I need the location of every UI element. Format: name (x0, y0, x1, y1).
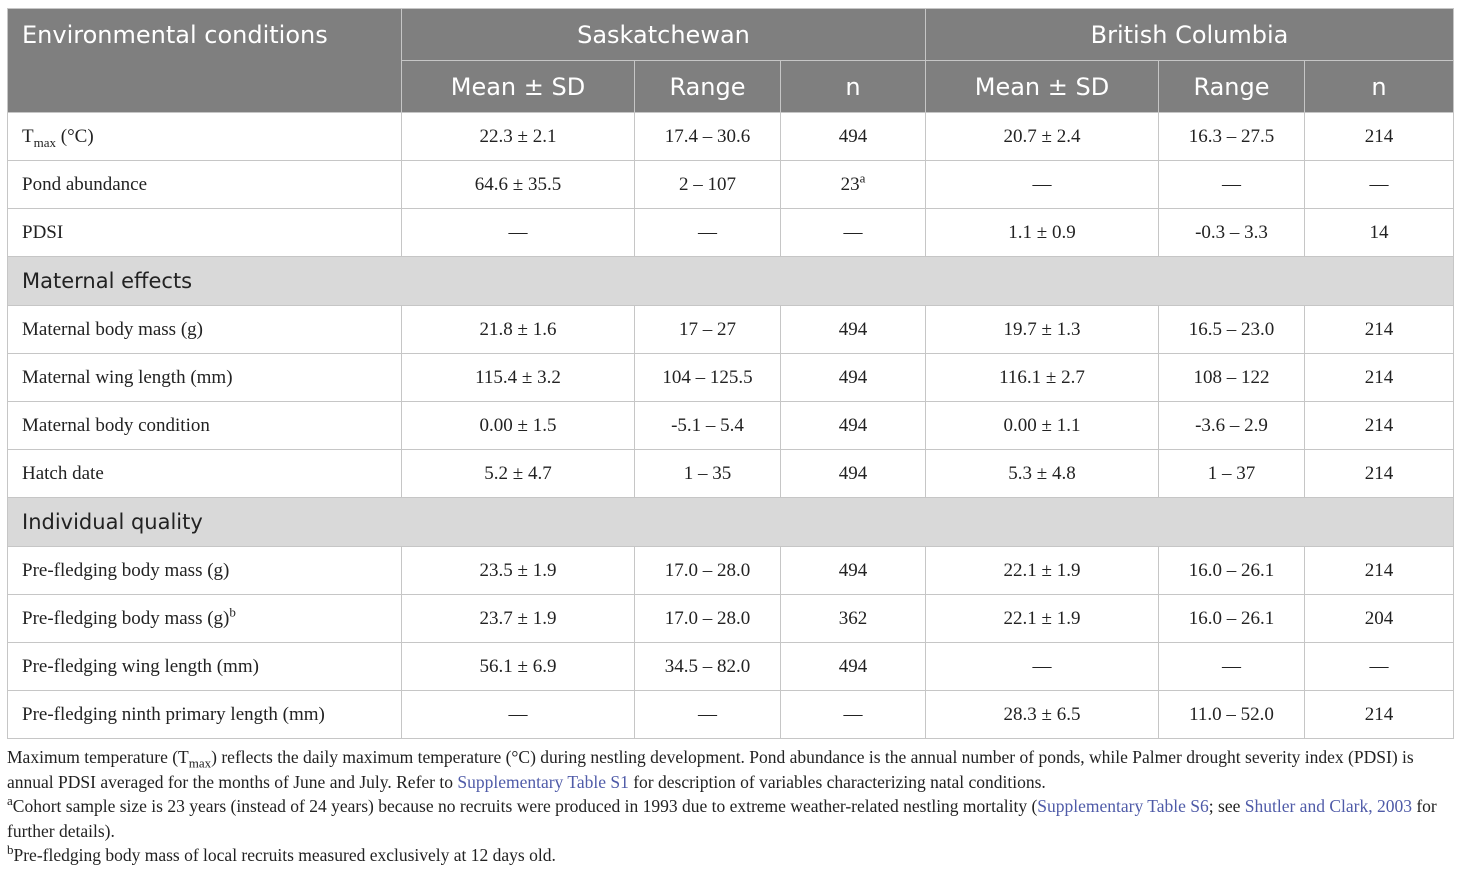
table-cell: 214 (1305, 354, 1454, 402)
subcol-mean-sd: Mean ± SD (402, 61, 635, 113)
subcol-n: n (781, 61, 926, 113)
table-cell: 17.4 – 30.6 (635, 113, 781, 161)
table-cell: 214 (1305, 402, 1454, 450)
supplementary-table-s6-link[interactable]: Supplementary Table S6 (1037, 796, 1209, 816)
row-label: Pre-fledging body mass (g) (8, 547, 402, 595)
table-cell: 0.00 ± 1.1 (926, 402, 1159, 450)
table-cell: 1.1 ± 0.9 (926, 209, 1159, 257)
table-cell: 21.8 ± 1.6 (402, 306, 635, 354)
table-cell: 23.5 ± 1.9 (402, 547, 635, 595)
table-cell: — (781, 691, 926, 739)
table-cell: 362 (781, 595, 926, 643)
table-cell: 16.5 – 23.0 (1159, 306, 1305, 354)
table-cell: 16.0 – 26.1 (1159, 595, 1305, 643)
table-cell: 64.6 ± 35.5 (402, 161, 635, 209)
table-cell: 108 – 122 (1159, 354, 1305, 402)
row-label: Maternal wing length (mm) (8, 354, 402, 402)
table-cell: -0.3 – 3.3 (1159, 209, 1305, 257)
table-container (7, 8, 1453, 868)
table-cell: 214 (1305, 450, 1454, 498)
table-cell: 494 (781, 113, 926, 161)
table-cell: 494 (781, 547, 926, 595)
table-cell: 104 – 125.5 (635, 354, 781, 402)
table-cell: — (635, 209, 781, 257)
section-title: Individual quality (8, 498, 1454, 547)
table-row (8, 643, 1454, 691)
table-cell: 22.1 ± 1.9 (926, 547, 1159, 595)
table-cell: 5.3 ± 4.8 (926, 450, 1159, 498)
table-cell: 2 – 107 (635, 161, 781, 209)
row-label: Pond abundance (8, 161, 402, 209)
row-label: Pre-fledging body mass $(g)^b$ (8, 595, 402, 643)
table-cell: 214 (1305, 306, 1454, 354)
table-cell: 116.1 ± 2.7 (926, 354, 1159, 402)
table-cell: 16.0 – 26.1 (1159, 547, 1305, 595)
row-label: PDSI (8, 209, 402, 257)
table-row (8, 547, 1454, 595)
table-cell: 17.0 – 28.0 (635, 595, 781, 643)
table-cell: 23$^a$ (781, 161, 926, 209)
table-row (8, 209, 1454, 257)
table-cell: 11.0 – 52.0 (1159, 691, 1305, 739)
footnote-b: $^b$Pre-fledging body mass of local recruits measured exclusively at 12 days old. (7, 842, 556, 865)
table-row (8, 450, 1454, 498)
table-cell: — (1159, 643, 1305, 691)
table-cell: 34.5 – 82.0 (635, 643, 781, 691)
corner-header: Environmental conditions (8, 9, 402, 113)
row-label: Pre-fledging wing length (mm) (8, 643, 402, 691)
table-cell: -3.6 – 2.9 (1159, 402, 1305, 450)
row-label: Hatch date (8, 450, 402, 498)
table-row (8, 691, 1454, 739)
section-row (8, 257, 1454, 306)
table-row (8, 354, 1454, 402)
table-cell: 23.7 ± 1.9 (402, 595, 635, 643)
shutler-clark-2003-link[interactable]: Shutler and Clark, 2003 (1244, 796, 1412, 816)
table-cell: 17 – 27 (635, 306, 781, 354)
supplementary-table-s1-link[interactable]: Supplementary Table S1 (457, 771, 629, 792)
table-cell: 1 – 37 (1159, 450, 1305, 498)
table-cell: 16.3 – 27.5 (1159, 113, 1305, 161)
row-label: Maternal body condition (8, 402, 402, 450)
table-row (8, 595, 1454, 643)
subcol-mean-sd: Mean ± SD (926, 61, 1159, 113)
table-row (8, 306, 1454, 354)
table-cell: -5.1 – 5.4 (635, 402, 781, 450)
table-row (8, 402, 1454, 450)
table-row (8, 161, 1454, 209)
table-cell: 17.0 – 28.0 (635, 547, 781, 595)
footnote-general: Maximum temperature $(T_{max})$ reflects the daily maximum temperature (°C) during nestling development. Pond abundance is the annual number of ponds, while Palmer drought severity index (PDSI) is annual PDSI averaged for the months of June and July. Refer to Supplementary Table S1 for description of variables characterizing natal conditions. (7, 747, 1414, 792)
table-cell: 494 (781, 306, 926, 354)
group-header-british-columbia: British Columbia (926, 9, 1454, 61)
table-cell: — (635, 691, 781, 739)
table-cell: 214 (1305, 113, 1454, 161)
footnote-a: $^a$Cohort sample size is 23 years (instead of 24 years) because no recruits were produced in 1993 due to extreme weather-related nestling mortality (Supplementary Table S6; see Shutler and Clark, 2003 for further details). (7, 793, 1437, 841)
table-cell: 56.1 ± 6.9 (402, 643, 635, 691)
table-cell: 14 (1305, 209, 1454, 257)
table-cell: 214 (1305, 691, 1454, 739)
subcol-range: Range (1159, 61, 1305, 113)
subcol-n: n (1305, 61, 1454, 113)
row-label: $T_{max}$ (°C) (8, 113, 402, 161)
table-cell: 1 – 35 (635, 450, 781, 498)
table-cell: — (402, 691, 635, 739)
table-cell: 214 (1305, 547, 1454, 595)
table-cell: — (926, 643, 1159, 691)
table-cell: 5.2 ± 4.7 (402, 450, 635, 498)
table-cell: — (781, 209, 926, 257)
table-cell: — (402, 209, 635, 257)
table-cell: 22.3 ± 2.1 (402, 113, 635, 161)
table-cell: — (1305, 643, 1454, 691)
table-cell: — (926, 161, 1159, 209)
section-title: Maternal effects (8, 257, 1454, 306)
row-label: Pre-fledging ninth primary length (mm) (8, 691, 402, 739)
table-footnotes (7, 745, 1453, 868)
table-cell: 22.1 ± 1.9 (926, 595, 1159, 643)
table-cell: 0.00 ± 1.5 (402, 402, 635, 450)
table-cell: 28.3 ± 6.5 (926, 691, 1159, 739)
row-label: Maternal body mass (g) (8, 306, 402, 354)
table-cell: 115.4 ± 3.2 (402, 354, 635, 402)
table-cell: — (1159, 161, 1305, 209)
table-cell: 494 (781, 643, 926, 691)
table-cell: — (1305, 161, 1454, 209)
table-cell: 19.7 ± 1.3 (926, 306, 1159, 354)
table-cell: 20.7 ± 2.4 (926, 113, 1159, 161)
subcol-range: Range (635, 61, 781, 113)
section-row (8, 498, 1454, 547)
group-header-saskatchewan: Saskatchewan (402, 9, 926, 61)
table-cell: 494 (781, 354, 926, 402)
table-cell: 494 (781, 450, 926, 498)
data-table (7, 8, 1454, 739)
table-row (8, 113, 1454, 161)
table-cell: 204 (1305, 595, 1454, 643)
table-cell: 494 (781, 402, 926, 450)
